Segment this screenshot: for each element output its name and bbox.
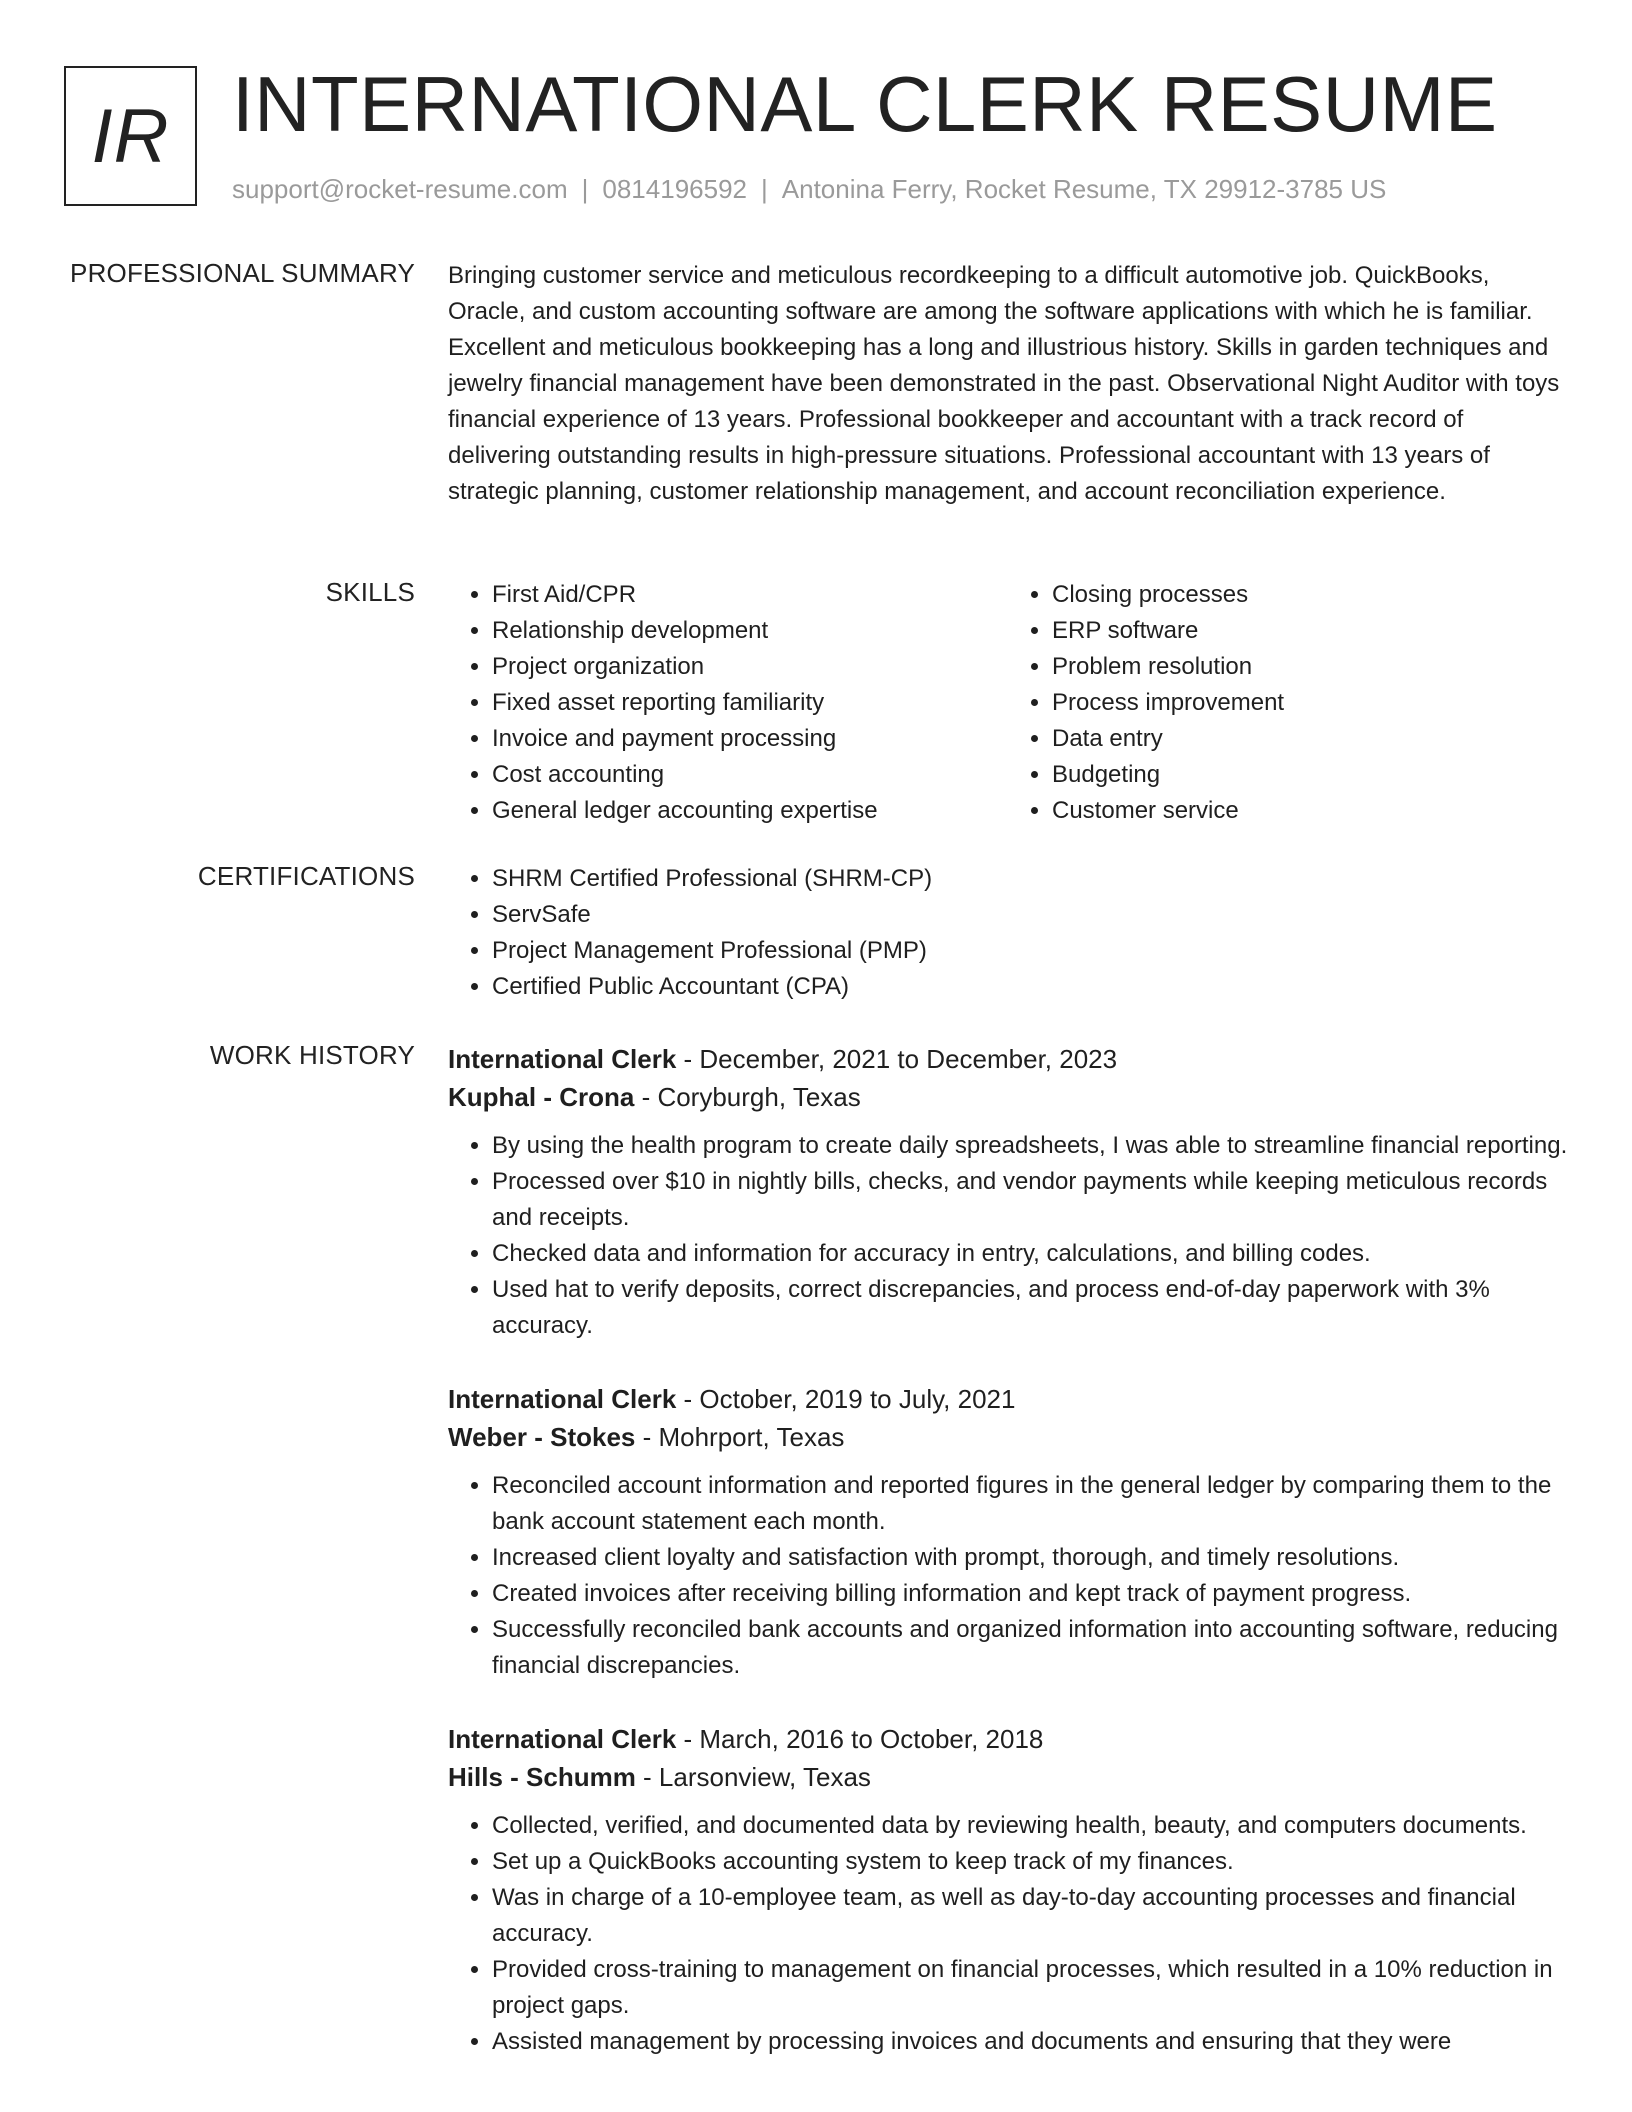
skill-item: • Relationship development: [492, 613, 1008, 649]
job-title-line: [448, 1040, 1568, 1078]
section-heading-summary: PROFESSIONAL SUMMARY: [70, 258, 415, 288]
job-title: International Clerk: [448, 1724, 677, 1754]
job-company-line: [448, 1418, 1568, 1456]
job-location: - Coryburgh, Texas: [634, 1082, 861, 1112]
job-duty-item: • Processed over $10 in nightly bills, checks, and vendor payments while keeping meticulous records and receipts.: [492, 1164, 1568, 1236]
skill-item: • Closing processes: [1052, 577, 1568, 613]
certification-item: • Certified Public Accountant (CPA): [492, 969, 1568, 1005]
work-history-body: [448, 1040, 1568, 2096]
job-duty-item: • Collected, verified, and documented data by reviewing health, beauty, and computers documents.: [492, 1808, 1568, 1844]
job-duties-list: [448, 1128, 1568, 1344]
section-heading-certifications: CERTIFICATIONS: [197, 861, 415, 891]
resume-header: [64, 60, 1564, 216]
monogram-badge: IR: [64, 66, 197, 206]
job-duty-item: • Checked data and information for accuracy in entry, calculations, and billing codes.: [492, 1236, 1568, 1272]
contact-phone[interactable]: 0814196592: [602, 174, 747, 204]
summary-body: [448, 258, 1568, 510]
job-entry: [448, 1380, 1568, 1684]
job-duties-list: [448, 1468, 1568, 1684]
skill-item: • Process improvement: [1052, 685, 1568, 721]
section-heading-work-history: WORK HISTORY: [209, 1040, 415, 1070]
job-duty-item: • Successfully reconciled bank accounts and organized information into accounting software, reducing financial discrepancies.: [492, 1612, 1568, 1684]
job-duty-item: • Provided cross-training to management on financial processes, which resulted in a 10% reduction in project gaps.: [492, 1952, 1568, 2024]
skills-list-1: [448, 577, 1008, 829]
skill-item: • First Aid/CPR: [492, 577, 1008, 613]
job-duty-item: • Reconciled account information and reported figures in the general ledger by comparing them to the bank account statement each month.: [492, 1468, 1568, 1540]
job-duty-item: • Used hat to verify deposits, correct discrepancies, and process end-of-day paperwork with 3% accuracy.: [492, 1272, 1568, 1344]
job-dates: - December, 2021 to December, 2023: [676, 1044, 1118, 1074]
skills-body: [448, 577, 1568, 829]
job-dates: - October, 2019 to July, 2021: [676, 1384, 1016, 1414]
job-duty-item: • Increased client loyalty and satisfaction with prompt, thorough, and timely resolutions.: [492, 1540, 1568, 1576]
job-duty-item: • Assisted management by processing invoices and documents and ensuring that they were: [492, 2024, 1568, 2060]
skill-item: • Data entry: [1052, 721, 1568, 757]
job-title-line: [448, 1720, 1568, 1758]
certifications-list: [448, 861, 1568, 1005]
skills-list-2: [1008, 577, 1568, 829]
skill-item: • Customer service: [1052, 793, 1568, 829]
skills-columns: [448, 577, 1568, 829]
contact-separator: |: [581, 174, 589, 204]
job-location: - Larsonview, Texas: [635, 1762, 871, 1792]
certification-item: • Project Management Professional (PMP): [492, 933, 1568, 969]
job-title: International Clerk: [448, 1384, 677, 1414]
job-company: Weber - Stokes: [448, 1422, 636, 1452]
skill-item: • Invoice and payment processing: [492, 721, 1008, 757]
job-entry: [448, 1720, 1568, 2060]
job-company-line: [448, 1078, 1568, 1116]
job-duty-item: • Created invoices after receiving billing information and kept track of payment progress.: [492, 1576, 1568, 1612]
job-duties-list: [448, 1808, 1568, 2060]
job-duty-item: • Was in charge of a 10-employee team, as well as day-to-day accounting processes and financial accuracy.: [492, 1880, 1568, 1952]
summary-text: Bringing customer service and meticulous recordkeeping to a difficult automotive job. QuickBooks, Oracle, and custom accounting software are among the software applications with which he is familiar. Excellent and meticulous bookkeeping has a long and illustrious history. Skills in garden techniques and jewelry financial management have been demonstrated in the past. Observational Night Auditor with toys financial experience of 13 years. Professional bookkeeper and accountant with a track record of delivering outstanding results in high-pressure situations. Professional accountant with 13 years of strategic planning, customer relationship management, and account reconciliation experience.: [448, 262, 1560, 505]
job-duty-item: • Set up a QuickBooks accounting system to keep track of my finances.: [492, 1844, 1568, 1880]
section-heading-skills: SKILLS: [325, 577, 415, 607]
skill-item: • Budgeting: [1052, 757, 1568, 793]
job-company-line: [448, 1758, 1568, 1796]
skill-item: • General ledger accounting expertise: [492, 793, 1008, 829]
skill-item: • ERP software: [1052, 613, 1568, 649]
job-entry: [448, 1040, 1568, 1344]
job-title: International Clerk: [448, 1044, 677, 1074]
job-company: Kuphal - Crona: [448, 1082, 635, 1112]
job-duty-item: • By using the health program to create daily spreadsheets, I was able to streamline financial reporting.: [492, 1128, 1568, 1164]
skill-item: • Fixed asset reporting familiarity: [492, 685, 1008, 721]
contact-address: Antonina Ferry, Rocket Resume, TX 29912-3785 US: [781, 174, 1387, 204]
contact-separator: |: [761, 174, 768, 204]
certifications-body: [448, 861, 1568, 1005]
contact-email[interactable]: support@rocket-resume.com: [232, 174, 568, 204]
job-company: Hills - Schumm: [448, 1762, 636, 1792]
resume-title: INTERNATIONAL CLERK RESUME: [232, 60, 1498, 148]
contact-line: [232, 174, 1386, 205]
skill-item: • Project organization: [492, 649, 1008, 685]
skill-item: • Cost accounting: [492, 757, 1008, 793]
job-location: - Mohrport, Texas: [635, 1422, 845, 1452]
certification-item: • SHRM Certified Professional (SHRM-CP): [492, 861, 1568, 897]
certification-item: • ServSafe: [492, 897, 1568, 933]
job-dates: - March, 2016 to October, 2018: [676, 1724, 1044, 1754]
skill-item: • Problem resolution: [1052, 649, 1568, 685]
job-title-line: [448, 1380, 1568, 1418]
